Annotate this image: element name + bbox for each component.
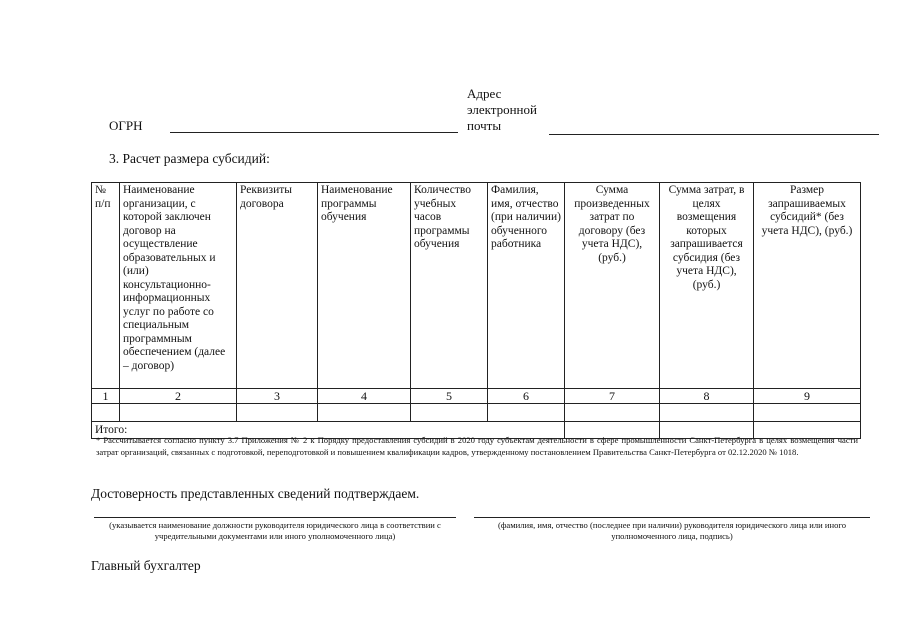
table-cell[interactable] bbox=[92, 404, 120, 422]
column-number: 9 bbox=[754, 389, 861, 404]
email-label-line: Адрес bbox=[467, 86, 502, 101]
chief-accountant-label: Главный бухгалтер bbox=[91, 558, 201, 573]
email-label-line: почты bbox=[467, 118, 502, 133]
footnote: * Рассчитывается согласно пункту 3.7 Приложения № 2 к Порядку предоставления субсидий в 2020 году субъектам деятельности в сфере промышленности Санкт-Петербурга в целях возмещения части затрат организаций, связанных с подготовкой, переподготовкой и повышением квалификации кадров, утвержденному постановлением Правительства Санкт-Петербурга от 02.12.2020 № 1018. bbox=[96, 435, 858, 457]
confirmation-statement: Достоверность представленных сведений подтверждаем. bbox=[91, 486, 420, 501]
name-signature-line[interactable] bbox=[474, 517, 870, 518]
position-signature-line[interactable] bbox=[94, 517, 456, 518]
column-number: 6 bbox=[488, 389, 565, 404]
column-header: Сумма произведенных затрат по договору (без учета НДС), (руб.) bbox=[565, 183, 660, 389]
subsidy-calculation-table bbox=[91, 182, 861, 439]
table-cell[interactable] bbox=[488, 404, 565, 422]
table-cell[interactable] bbox=[565, 404, 660, 422]
table-cell[interactable] bbox=[318, 404, 411, 422]
column-number-row bbox=[92, 389, 861, 404]
column-number: 7 bbox=[565, 389, 660, 404]
column-header: № п/п bbox=[92, 183, 120, 389]
column-header: Реквизиты договора bbox=[237, 183, 318, 389]
column-header: Фамилия, имя, отчество (при наличии) обученного работника bbox=[488, 183, 565, 389]
column-number: 2 bbox=[120, 389, 237, 404]
ogrn-field[interactable] bbox=[170, 132, 458, 133]
column-number: 3 bbox=[237, 389, 318, 404]
name-caption: (фамилия, имя, отчество (последнее при наличии) руководителя юридического лица или иного уполномоченного лица, подпись) bbox=[497, 520, 846, 541]
section-title: 3. Расчет размера субсидий: bbox=[109, 151, 270, 166]
email-label bbox=[467, 86, 537, 134]
total-label: Итого: bbox=[92, 422, 565, 439]
column-header: Наименование программы обучения bbox=[318, 183, 411, 389]
column-header: Количество учебных часов программы обучения bbox=[411, 183, 488, 389]
table-cell[interactable] bbox=[754, 404, 861, 422]
ogrn-label: ОГРН bbox=[109, 118, 143, 133]
email-field[interactable] bbox=[549, 134, 879, 135]
table-cell[interactable] bbox=[120, 404, 237, 422]
table-cell[interactable] bbox=[660, 404, 754, 422]
column-header: Сумма затрат, в целях возмещения которых запрашивается субсидия (без учета НДС), (руб.) bbox=[660, 183, 754, 389]
column-header: Размер запрашиваемых субсидий* (без учета НДС), (руб.) bbox=[754, 183, 861, 389]
table-row[interactable] bbox=[92, 404, 861, 422]
table-cell[interactable] bbox=[411, 404, 488, 422]
column-number: 1 bbox=[92, 389, 120, 404]
column-number: 8 bbox=[660, 389, 754, 404]
column-number: 5 bbox=[411, 389, 488, 404]
column-number: 4 bbox=[318, 389, 411, 404]
position-caption: (указывается наименование должности руководителя юридического лица в соответствии с учредительными документами или иного уполномоченного лица) bbox=[109, 520, 441, 541]
column-header: Наименование организации, с которой заключен договор на осуществление образовательных и (или) консультационно-информационных услуг по работе со специальным программным обеспечением (далее – договор) bbox=[120, 183, 237, 389]
email-label-line: электронной bbox=[467, 102, 537, 117]
table-cell[interactable] bbox=[237, 404, 318, 422]
table-header-row bbox=[92, 183, 861, 389]
